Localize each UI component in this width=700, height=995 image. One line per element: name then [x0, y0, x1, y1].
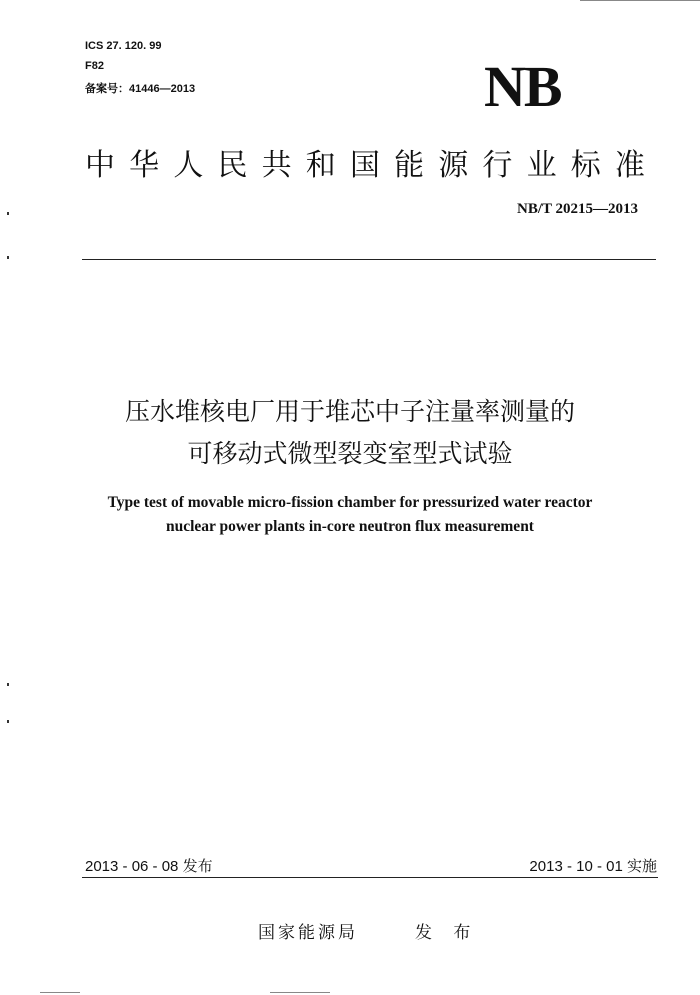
title-char: 行: [482, 148, 513, 183]
title-char: 标: [570, 148, 601, 183]
publish-label: 发 布: [415, 923, 479, 943]
implementation-date: 2013 - 10 - 01 实施: [529, 858, 657, 875]
scan-speck: [7, 212, 9, 215]
record-number: 备案号：41446—2013: [85, 83, 196, 95]
standard-category-title: [85, 140, 645, 184]
scan-edge-line: [40, 992, 80, 993]
ics-code: ICS 27. 120. 99: [85, 40, 162, 52]
title-char: 业: [526, 148, 557, 183]
chinese-title-line-2: 可移动式微型裂变室型式试验: [187, 439, 513, 468]
title-char: 华: [129, 148, 160, 183]
issue-date: 2013 - 06 - 08 发布: [85, 858, 213, 875]
english-title-line-1: Type test of movable micro-fission chamber for pressurized water reactor: [107, 494, 593, 511]
scan-edge-line: [580, 0, 700, 1]
header-divider: [82, 259, 656, 260]
title-char: 人: [173, 148, 204, 183]
title-char: 共: [261, 148, 292, 183]
standard-number: NB/T 20215—2013: [517, 201, 638, 217]
title-char: 国: [349, 148, 380, 183]
title-char: 中: [85, 148, 115, 183]
title-char: 能: [394, 148, 425, 183]
publisher-name: 国家能源局: [258, 923, 358, 943]
title-char: 准: [614, 148, 645, 183]
scan-edge-line: [270, 992, 330, 993]
scan-speck: [7, 683, 9, 686]
english-title-line-2: nuclear power plants in-core neutron flux measurement: [166, 518, 534, 535]
scan-speck: [7, 720, 9, 723]
nb-logo: NB: [484, 54, 561, 119]
title-char: 源: [438, 148, 469, 183]
chinese-title-line-1: 压水堆核电厂用于堆芯中子注量率测量的: [124, 397, 575, 426]
classification-code: F82: [85, 60, 104, 72]
title-char: 和: [305, 148, 336, 183]
footer-divider: [82, 877, 658, 878]
title-char: 民: [217, 148, 248, 183]
scan-speck: [7, 256, 9, 259]
